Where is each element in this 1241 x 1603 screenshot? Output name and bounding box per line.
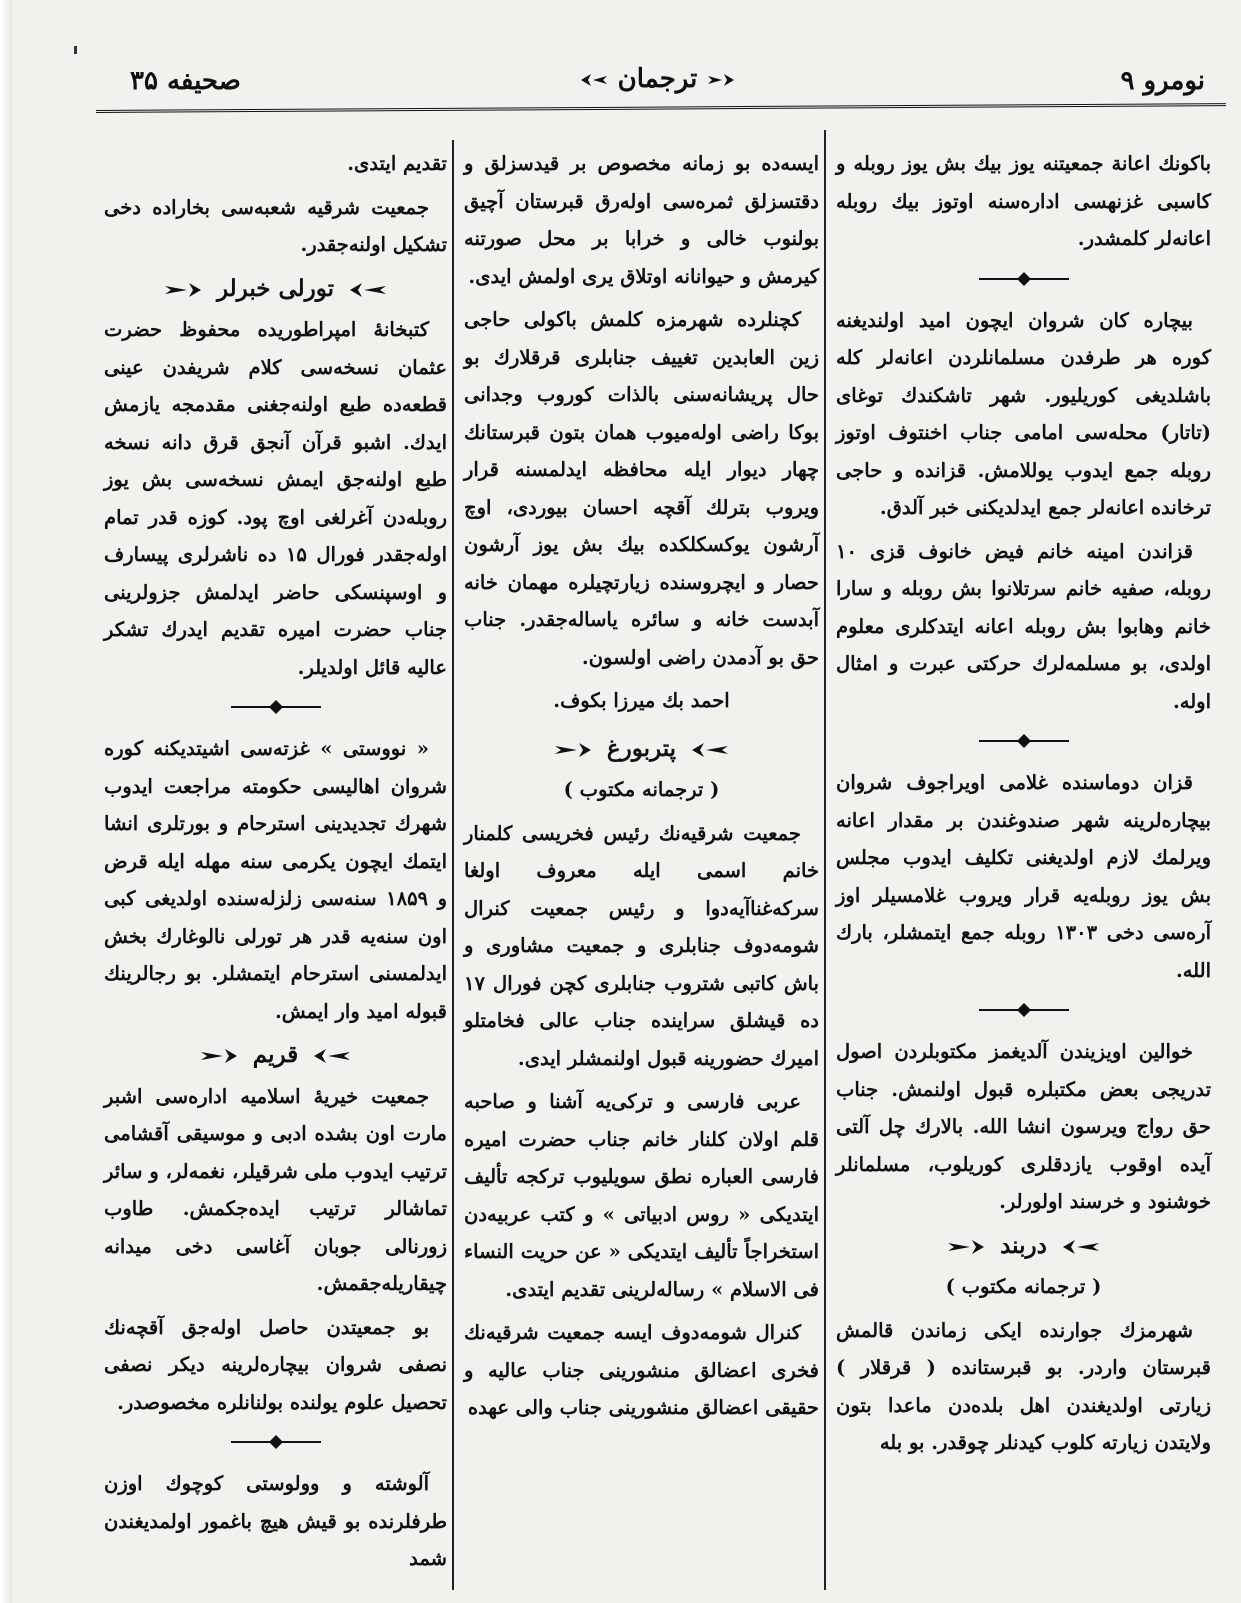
column-right <box>836 145 1211 1468</box>
article-paragraph: باكونك اعانة جمعيتنه يوز بيك بش يوز روبله و كاسبی غزنهسی اداره‌سنه اوتوز بيك روبله اعانه‌لر كلمشدر. <box>836 152 1211 250</box>
section-title: دربند <box>1000 1231 1047 1259</box>
ornament-icon <box>199 1048 239 1064</box>
divider-ornament-icon <box>104 1427 447 1457</box>
issue-number: نومرو ۹ <box>1120 66 1205 96</box>
ornament-icon <box>690 742 730 758</box>
section-heading <box>104 270 447 308</box>
column-rule <box>824 130 826 1590</box>
article-paragraph: جمعيت شرقيه‌نك رئيس فخريسی كلمنار خانم اسمی ايله معروف اولغا سركه‌غناآيه‌دوا و رئيس جمعيت كنرال شومه‌دوف جنابلری و جمعيت مشاوری و باش كاتبی شتروب جنابلری كچن فورال ۱۷ ده قيشلق سراينده جناب عالی فخامتلو اميرك حضورينه قبول اولنمشلر ايدی. <box>464 821 819 1070</box>
article-paragraph: تقديم ايتدی. <box>347 152 447 175</box>
page-edge <box>0 0 12 1603</box>
column-rule <box>452 140 454 1590</box>
article-paragraph: شهرمزك جوارنده ايكی زماندن قالمش قبرستان واردر. بو قبرستانده ( قرقلار ) زيارتی اولديغندن اهل بلده‌دن ماعدا بتون ولايتدن زيارته كلوب كيدنلر چوقدر. بو بله <box>836 1318 1211 1454</box>
ornament-left-icon <box>579 72 609 88</box>
divider-ornament-icon <box>836 995 1211 1025</box>
article-paragraph: خوالين اويزيندن آلدیغمز مكتوبلردن اصول تدريجی بعض مكتبلره قبول اولنمش. جناب حق رواج ويرسون انشا الله. بالارك چل آلتی آيده اوقوب يازدقلری كوريلوب، مسلمانلر خوشنود و خرسند اولورلر. <box>836 1040 1211 1213</box>
ornament-icon <box>1061 1239 1101 1255</box>
ornament-right-icon <box>706 72 736 88</box>
section-title: تورلی خبرلر <box>216 274 335 302</box>
ornament-icon <box>163 282 203 298</box>
article-paragraph: كنرال شومه‌دوف ايسه جمعيت شرقيه‌نك فخری اعضالق منشورينی جناب عاليه و حقيقی اعضالق منشورينی جناب والی عهده <box>464 1321 819 1419</box>
section-heading <box>104 1036 447 1074</box>
column-left <box>104 145 447 1584</box>
ornament-icon <box>946 1239 986 1255</box>
masthead <box>100 64 1215 94</box>
page-header <box>100 60 1215 110</box>
ornament-icon <box>553 742 593 758</box>
article-paragraph: كچنلرده شهرمزه كلمش باكولی حاجی زين العابدين تغييف جنابلری قرقلارك بو حال پريشانه‌سنی بالذات كوروب وجدانی بوكا راضی اوله‌ميوب همان بتون قبرستانك چهار ديوار ايله محافظه ايدلمسنه قرار ويروب بترلك آقچه احسان بيوردی، اوچ آرشون يوكسكلكده بيك بش يوز آرشون حصار و ايچروسنده زيارتچيلره مهمان خانه آبدست خانه و سائره ياساله‌جقدر. جناب حق بو آدمدن راضی اولسون. <box>464 308 819 669</box>
section-title: قريم <box>252 1041 299 1068</box>
article-paragraph: « نووستی » غزته‌سی اشيتديكنه كوره شروان اهاليسی حكومته مراجعت ايدوب شهرك تجديدينی استرحام و بورتلری انشا ايتمك ايچون يكرمی سنه مهله ايله قرض و ۱۸۵۹ سنه‌سی زلزله‌سنده اولديغی كبی اون سنه‌یه قدر هر تورلی نالوغارك بخش ايدلمسنی استرحام ايتمشلر. بو رجالرينك قبوله اميد وار ايمش. <box>104 737 447 1023</box>
margin-mark <box>74 46 77 54</box>
article-paragraph: جمعيت شرقيه شعبه‌سی بخاراده دخی تشكيل اولنه‌جقدر. <box>104 195 447 256</box>
section-heading <box>464 730 819 768</box>
article-paragraph: بيچاره كان شروان ايچون اميد اولندیغنه كوره هر طرفدن مسلمانلردن اعانه‌لر كله باشلدیغی كوريليور. شهر تاشكندك توغای (تاتار) محله‌سی امامی جناب اخنتوف اوتوز روبله جمع ايدوب يوللامش. قزانده و حاجی ترخانده اعانه‌لر جمع ايدلديكنی خبر آلدق. <box>836 308 1211 519</box>
article-paragraph: جمعيت خيريهٔ اسلاميه اداره‌سی اشبر مارت اون بشده ادبی و موسيقی آقشامی ترتيب ايدوب ملی شرقيلر، نغمه‌لر، و سائر تماشالر ترتيب ايده‌جكمش. طاوب زورنالی جوبان آغاسی دخی ميدانه چيقاريله‌جقمش. <box>104 1084 447 1295</box>
section-subtitle: ( ترجمانه مكتوب ) <box>563 778 720 801</box>
article-paragraph: عربی فارسی و تركی‌يه آشنا و صاحبه قلم اولان كلنار خانم جناب حضرت اميره فارسی العباره نطق سويليوب تركجه تأليف ايتديكی « روس ادبياتی » و كتب عربيه‌دن استخراجاً تأليف ايتديكی « عن حريت النساء فی الاسلام » رساله‌لرينی تقديم ايتدی. <box>464 1090 819 1301</box>
divider-ornament-icon <box>104 692 447 722</box>
masthead-title: ترجمان <box>617 64 698 94</box>
article-paragraph: قزاندن امينه خانم فيض خانوف قزی ۱۰ روبله، صفيه خانم سرتلانوا بش روبله و سارا خانم وهابوا بش روبله اعانه ايتدكلری معلوم اولدی، بو مسلمه‌لرك حركتی عبرت و امثال اوله. <box>836 539 1211 713</box>
ornament-icon <box>312 1048 352 1064</box>
article-paragraph: كتبخانهٔ امپراطوريده محفوظ حضرت عثمان نسخه‌سی كلام شريفدن عينی قطعه‌ده طبع اولنه‌جغنی مقدمجه يازمش ايدك. اشبو قرآن آنجق قرق دانه نسخه طبع اولنه‌جق ايمش نسخه‌سی بش يوز روبله‌دن آغرلغی اوچ پود. كوزه قدر تمام اوله‌جقدر فورال ۱۵ ده ناشرلری پيسارف و اوسپنسكی حاضر ايدلمش جزولرينی جناب حضرت اميره تقديم ايدرك تشكر عاليه قائل اولديلر. <box>104 318 447 679</box>
divider-ornament-icon <box>836 264 1211 294</box>
article-paragraph: ايسه‌ده بو زمانه مخصوص بر قيدسزلق و دقتسزلق ثمره‌سی اوله‌رق قبرستان آچيق بولنوب خالی و خرابا بر محل صورتنه كيرمش و حيوانانه اوتلاق يری اولمش ايدی. <box>464 152 819 288</box>
article-paragraph: بو جمعيتدن حاصل اوله‌جق آقچه‌نك نصفی شروان بيچاره‌لرينه ديكر نصفی تحصيل علوم يولنده بولنانلره مخصوصدر. <box>104 1315 447 1414</box>
ornament-icon <box>348 282 388 298</box>
section-title: پتربورغ <box>606 734 677 762</box>
section-heading <box>836 1227 1211 1265</box>
article-paragraph: آلوشته و وولوستی كوچوك اوزن طرفلرنده بو قيش هيچ باغمور اولمديغندن شمد <box>104 1472 447 1570</box>
section-subtitle: ( ترجمانه مكتوب ) <box>945 1275 1102 1298</box>
article-paragraph: قزان دوماسنده غلامی اويراجوف شروان بيچاره‌لرينه شهر صندوغندن بر مقدار اعانه ويرلمك لازم اولديغنی تكليف ايدوب مجلس بش يوز روبله‌یه قرار ويروب غلامسيلر اوز آره‌سی دخی ۱۳۰۳ روبله جمع ايتمشلر، بارك الله. <box>836 771 1211 982</box>
page-number: صحيفه ۳۵ <box>130 66 241 96</box>
divider-ornament-icon <box>836 726 1211 756</box>
column-middle <box>464 145 819 1433</box>
signature: احمد بك ميرزا بكوف. <box>553 689 730 712</box>
